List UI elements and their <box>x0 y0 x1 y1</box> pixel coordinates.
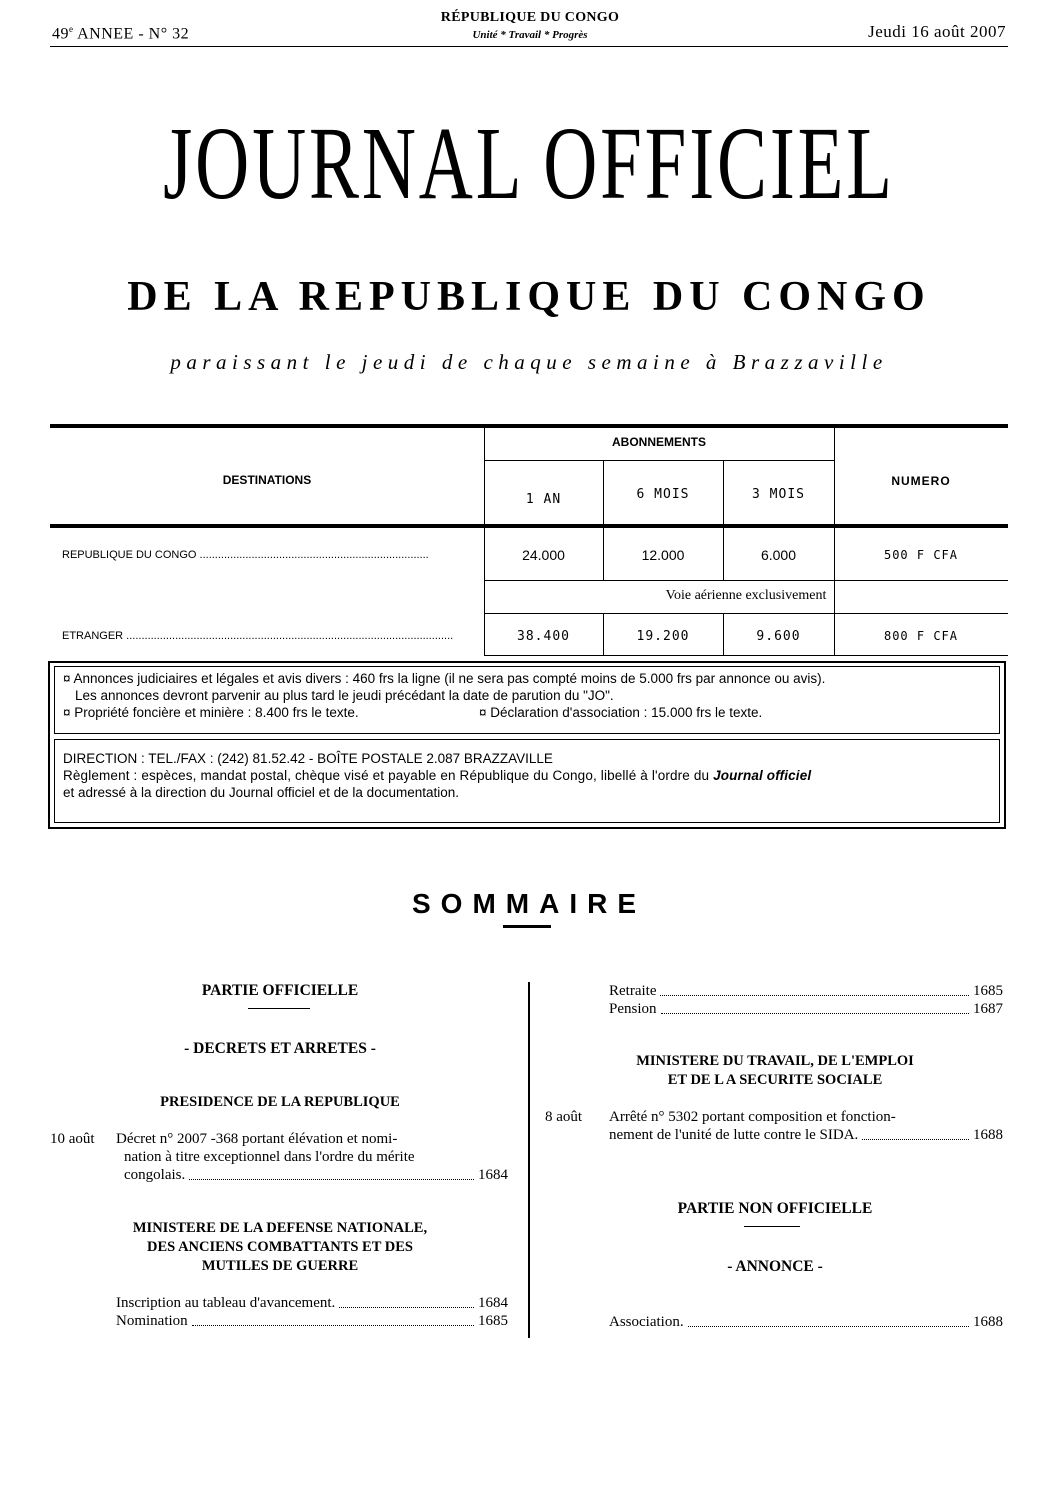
annonce-heading: - ANNONCE - <box>727 1258 823 1275</box>
list-item <box>609 1000 1003 1018</box>
page-number: 1684 <box>478 1295 508 1311</box>
partie-non-officielle-heading: PARTIE NON OFFICIELLE <box>677 1200 873 1217</box>
price-etranger-1an: 38.400 <box>517 629 570 644</box>
heading-line: MUTILES DE GUERRE <box>201 1258 359 1274</box>
annonces-deadline: Les annonces devront parvenir au plus tard le jeudi précédant la date de parution du "JO". <box>75 688 614 703</box>
column-separator <box>528 982 530 1338</box>
heading-line: DES ANCIENS COMBATTANTS ET DES <box>147 1239 413 1255</box>
republic-name: RÉPUBLIQUE DU CONGO <box>440 10 620 25</box>
heading-line: ET DE L A SECURITE SOCIALE <box>667 1072 883 1088</box>
table-top-rule <box>50 424 1008 428</box>
leader-dots <box>862 1126 969 1140</box>
dest-congo: REPUBLIQUE DU CONGO ........................................................................... <box>62 549 429 561</box>
table-mid-rule <box>484 460 834 461</box>
list-item <box>116 1294 508 1312</box>
page-number: 1684 <box>478 1167 508 1183</box>
period-6mois: 6 MOIS <box>636 487 690 502</box>
list-item <box>609 1313 1003 1331</box>
travail-ministry-heading <box>540 1052 1010 1090</box>
header-center <box>380 10 680 41</box>
air-note: Voie aérienne exclusivement <box>665 588 827 603</box>
arrete-line: Arrêté n° 5302 portant composition et fonction- <box>609 1109 896 1125</box>
item-label: Pension <box>609 1001 657 1017</box>
table-bottom-rule <box>484 655 1008 656</box>
table-row-rule-2 <box>484 613 1008 614</box>
motto: Unité * Travail * Progrès <box>472 29 588 41</box>
decree-line: Décret n° 2007 -368 portant élévation et nomi- <box>116 1131 398 1147</box>
annonces-box <box>54 666 1000 734</box>
direction-address: et adressé à la direction du Journal officiel et de la documentation. <box>63 785 459 800</box>
numero-header: NUMERO <box>891 474 951 488</box>
sommaire-title: SOMMAIRE <box>412 888 646 919</box>
arrete-line: nement de l'unité de lutte contre le SIDA. <box>609 1127 859 1143</box>
sommaire-rule <box>503 925 551 928</box>
item-label: Retraite <box>609 983 657 999</box>
header-rule <box>50 46 1008 47</box>
list-item <box>116 1312 508 1330</box>
decree-entry <box>116 1130 508 1184</box>
heading-rule <box>248 1008 310 1009</box>
price-congo-1an: 24.000 <box>522 547 565 563</box>
table-header-rule <box>50 524 1008 528</box>
table-row-rule-1 <box>484 580 1008 581</box>
leader-dots <box>661 1000 969 1014</box>
reglement-text: Règlement : espèces, mandat postal, chèque visé et payable en République du Congo, libellé à l'ordre du <box>63 768 714 783</box>
dest-etranger: ETRANGER ........................................................................................................... <box>62 630 454 642</box>
issue-date: Jeudi 16 août 2007 <box>868 22 1006 41</box>
leader-dots <box>192 1312 474 1326</box>
arrete-date: 8 août <box>545 1109 583 1125</box>
page-number: 1688 <box>973 1314 1003 1330</box>
page-number: 1685 <box>478 1313 508 1329</box>
decree-line: congolais. <box>124 1167 186 1183</box>
issue-number: 49e ANNEE - N° 32 <box>52 24 190 43</box>
decree-date: 10 août <box>50 1131 95 1147</box>
item-label: Association. <box>609 1314 684 1330</box>
propriete-fonciere: ¤ Propriété foncière et minière : 8.400 frs le texte. <box>63 705 359 720</box>
period-1an: 1 AN <box>525 492 562 507</box>
heading-line: MINISTERE DE LA DEFENSE NATIONALE, <box>132 1220 428 1236</box>
price-congo-3mois: 6.000 <box>760 547 797 563</box>
leader-dots <box>339 1294 474 1308</box>
leader-dots <box>688 1313 969 1327</box>
declaration-association: ¤ Déclaration d'association : 15.000 frs le texte. <box>479 705 763 720</box>
defense-ministry-heading <box>50 1219 510 1276</box>
price-etranger-6mois: 19.200 <box>636 629 690 644</box>
price-etranger-3mois: 9.600 <box>756 629 801 644</box>
heading-rule <box>744 1226 800 1227</box>
item-label: Inscription au tableau d'avancement. <box>116 1295 336 1311</box>
numero-congo: 500 F CFA <box>883 548 959 562</box>
page-number: 1688 <box>973 1127 1003 1143</box>
partie-officielle-heading: PARTIE OFFICIELLE <box>201 982 359 999</box>
price-congo-6mois: 12.000 <box>641 547 685 563</box>
page-number: 1685 <box>973 983 1003 999</box>
masthead-title: JOURNAL OFFICIEL <box>163 106 895 221</box>
list-item <box>609 982 1003 1000</box>
defense-entries <box>116 1294 508 1330</box>
leader-dots <box>660 982 969 996</box>
association-entry <box>609 1313 1003 1331</box>
leader-dots <box>189 1166 474 1180</box>
right-entries <box>609 982 1003 1018</box>
numero-etranger: 800 F CFA <box>883 629 959 643</box>
decree-line: nation à titre exceptionnel dans l'ordre du mérite <box>124 1149 415 1165</box>
journal-officiel-emphasis: Journal officiel <box>713 768 812 783</box>
heading-line: MINISTERE DU TRAVAIL, DE L'EMPLOI <box>636 1053 914 1069</box>
period-3mois: 3 MOIS <box>752 487 805 502</box>
item-label: Nomination <box>116 1313 188 1329</box>
table-vline <box>834 428 835 655</box>
abonnements-header: ABONNEMENTS <box>611 435 706 449</box>
decrets-heading: - DECRETS ET ARRETES - <box>184 1040 376 1057</box>
direction-box <box>54 739 1000 823</box>
masthead-subtitle: DE LA REPUBLIQUE DU CONGO <box>127 274 931 320</box>
page-number: 1687 <box>973 1001 1003 1017</box>
arrete-entry <box>609 1108 1003 1144</box>
destinations-header: DESTINATIONS <box>222 473 312 487</box>
direction-contact: DIRECTION : TEL./FAX : (242) 81.52.42 - BOÎTE POSTALE 2.087 BRAZZAVILLE <box>63 751 553 766</box>
masthead-tagline: paraissant le jeudi de chaque semaine à Brazzaville <box>170 350 888 374</box>
annonces-line: ¤ Annonces judiciaires et légales et avis divers : 460 frs la ligne (il ne sera pas compté moins de 5.000 frs par annonce ou avis). <box>63 671 826 686</box>
table-vline <box>484 428 485 655</box>
presidence-heading: PRESIDENCE DE LA REPUBLIQUE <box>160 1094 400 1110</box>
